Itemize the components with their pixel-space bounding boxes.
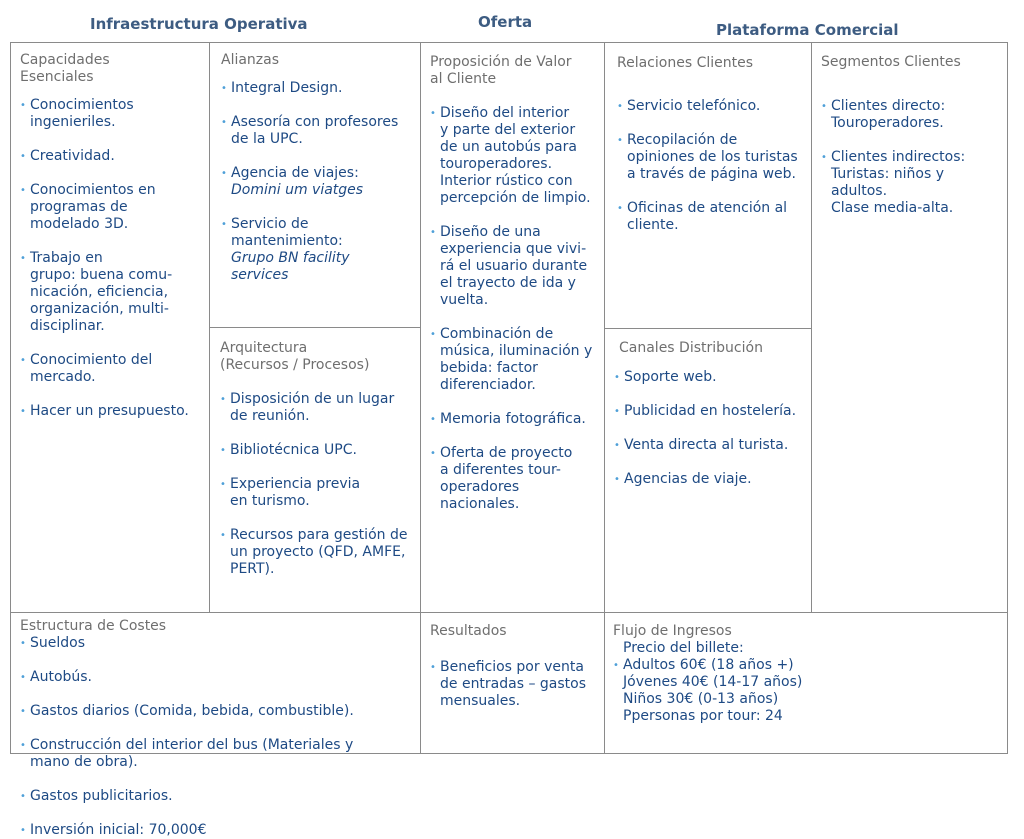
flujo-line: Ppersonas por tour: 24 bbox=[623, 708, 783, 724]
title-line: Flujo de Ingresos bbox=[613, 623, 732, 639]
title-line: Esenciales bbox=[20, 69, 94, 85]
title-line: al Cliente bbox=[430, 71, 497, 87]
divider bbox=[420, 42, 421, 754]
item-line: • Recursos para gestión de bbox=[230, 527, 408, 543]
item-line: • Clientes indirectos: bbox=[831, 149, 966, 165]
item-line: • Diseño de una bbox=[440, 224, 541, 240]
item-line: Interior rústico con bbox=[440, 173, 573, 189]
item-line: Touroperadores. bbox=[831, 115, 944, 131]
list-item bbox=[430, 326, 602, 394]
list-item bbox=[20, 97, 206, 131]
item-line: modelado 3D. bbox=[30, 216, 129, 232]
item-line: • Construcción del interior del bus (Materiales y bbox=[30, 737, 354, 753]
cell-relaciones bbox=[617, 55, 809, 234]
item-line: en turismo. bbox=[230, 493, 310, 509]
list-item bbox=[20, 250, 206, 335]
item-line: • Conocimientos bbox=[30, 97, 134, 113]
item-line: rá el usuario durante bbox=[440, 258, 588, 274]
divider bbox=[604, 42, 605, 754]
list-item bbox=[617, 98, 809, 115]
item-line: el trayecto de ida y bbox=[440, 275, 576, 291]
flujo-intro: Precio del billete: bbox=[623, 640, 744, 656]
item-line: de entradas – gastos bbox=[440, 676, 587, 692]
cell-title bbox=[617, 55, 809, 72]
item-line: • Hacer un presupuesto. bbox=[30, 403, 189, 419]
cell-title bbox=[614, 340, 809, 357]
item-line: • Creatividad. bbox=[30, 148, 115, 164]
title-line: Arquitectura bbox=[220, 340, 308, 356]
item-line: programas de bbox=[30, 199, 128, 215]
list-item bbox=[430, 411, 602, 428]
list-item: • Adultos 60€ (18 años +) bbox=[613, 657, 1006, 674]
item-list bbox=[20, 635, 416, 839]
list-item bbox=[614, 471, 809, 488]
flujo-details bbox=[613, 674, 1006, 725]
item-line: • Conocimiento del bbox=[30, 352, 153, 368]
flujo-line: Niños 30€ (0-13 años) bbox=[623, 691, 779, 707]
item-line: organización, multi- bbox=[30, 301, 169, 317]
list-item bbox=[20, 403, 206, 420]
item-line: • Servicio de bbox=[231, 216, 309, 232]
title-line: Estructura de Costes bbox=[20, 618, 167, 634]
item-line: • Bibliotécnica UPC. bbox=[230, 442, 357, 458]
list-item bbox=[221, 165, 417, 199]
item-list bbox=[221, 80, 417, 284]
item-list bbox=[614, 369, 809, 488]
divider bbox=[10, 612, 1008, 613]
list-item bbox=[614, 403, 809, 420]
item-line: disciplinar. bbox=[30, 318, 105, 334]
list-item bbox=[617, 200, 809, 234]
list-item bbox=[20, 669, 416, 686]
cell-flujo bbox=[613, 623, 1006, 725]
item-line: mantenimiento: bbox=[231, 233, 343, 249]
list-item bbox=[221, 216, 417, 284]
list-item bbox=[614, 369, 809, 386]
list-item bbox=[614, 437, 809, 454]
item-line: experiencia que vivi- bbox=[440, 241, 587, 257]
item-line: • Asesoría con profesores bbox=[231, 114, 399, 130]
item-line: de un autobús para bbox=[440, 139, 577, 155]
item-line: música, iluminación y bbox=[440, 343, 593, 359]
cell-canales bbox=[614, 340, 809, 488]
list-item bbox=[821, 98, 1005, 132]
header-infraestructura: Infraestructura Operativa bbox=[90, 15, 308, 33]
item-line: • Disposición de un lugar bbox=[230, 391, 395, 407]
list-item bbox=[220, 391, 418, 425]
item-line: • Memoria fotográfica. bbox=[440, 411, 586, 427]
list-item bbox=[20, 148, 206, 165]
list-item bbox=[617, 132, 809, 183]
flujo-line: Jóvenes 40€ (14-17 años) bbox=[623, 674, 803, 690]
item-list bbox=[821, 98, 1005, 217]
item-line: mercado. bbox=[30, 369, 96, 385]
item-line: mensuales. bbox=[440, 693, 521, 709]
item-line: • Soporte web. bbox=[624, 369, 717, 385]
item-line: nacionales. bbox=[440, 496, 520, 512]
item-line: de reunión. bbox=[230, 408, 310, 424]
item-list bbox=[220, 391, 418, 578]
item-line: mano de obra). bbox=[30, 754, 138, 770]
cell-alianzas bbox=[221, 52, 417, 284]
item-line: • Beneficios por venta bbox=[440, 659, 584, 675]
cell-arquitectura bbox=[220, 340, 418, 578]
item-line: • Trabajo en bbox=[30, 250, 103, 266]
cell-capacidades bbox=[20, 52, 206, 420]
cell-title bbox=[821, 54, 1005, 71]
list-item bbox=[20, 703, 416, 720]
item-line: Domini um viatges bbox=[231, 182, 364, 198]
cell-costes bbox=[20, 618, 416, 839]
header-oferta: Oferta bbox=[478, 13, 533, 31]
cell-title bbox=[430, 54, 602, 88]
cell-title bbox=[220, 340, 418, 374]
divider bbox=[209, 327, 420, 328]
item-line: a diferentes tour- bbox=[440, 462, 561, 478]
item-list bbox=[430, 105, 602, 513]
item-line: cliente. bbox=[627, 217, 679, 233]
item-line: vuelta. bbox=[440, 292, 489, 308]
item-line: bebida: factor bbox=[440, 360, 538, 376]
item-line: y parte del exterior bbox=[440, 122, 576, 138]
item-line: • Recopilación de bbox=[627, 132, 738, 148]
cell-proposicion bbox=[430, 54, 602, 513]
item-line: • Combinación de bbox=[440, 326, 554, 342]
cell-title bbox=[613, 623, 1006, 640]
divider bbox=[604, 328, 811, 329]
list-item bbox=[430, 445, 602, 513]
item-line: • Autobús. bbox=[30, 669, 93, 685]
item-line: percepción de limpio. bbox=[440, 190, 591, 206]
list-item bbox=[20, 352, 206, 386]
list-item bbox=[20, 182, 206, 233]
item-line: • Diseño del interior bbox=[440, 105, 570, 121]
list-item bbox=[20, 635, 416, 652]
item-line: • Agencia de viajes: bbox=[231, 165, 359, 181]
list-item bbox=[430, 659, 602, 710]
item-line: operadores bbox=[440, 479, 520, 495]
cell-segmentos bbox=[821, 54, 1005, 217]
title-line: Canales Distribución bbox=[619, 340, 763, 356]
item-line: • Inversión inicial: 70,000€ bbox=[30, 822, 207, 838]
title-line: Relaciones Clientes bbox=[617, 55, 754, 71]
list-item bbox=[220, 527, 418, 578]
title-line: Alianzas bbox=[221, 52, 280, 68]
item-line: a través de página web. bbox=[627, 166, 796, 182]
list-item bbox=[430, 105, 602, 207]
item-line: • Oficinas de atención al bbox=[627, 200, 788, 216]
item-line: diferenciador. bbox=[440, 377, 536, 393]
item-line: services bbox=[231, 267, 289, 283]
title-line: (Recursos / Procesos) bbox=[220, 357, 370, 373]
title-line: Segmentos Clientes bbox=[821, 54, 961, 70]
list-item bbox=[430, 224, 602, 309]
cell-title bbox=[221, 52, 417, 69]
list-item bbox=[821, 149, 1005, 217]
divider bbox=[811, 42, 812, 612]
header-plataforma: Plataforma Comercial bbox=[716, 21, 899, 39]
title-line: Proposición de Valor bbox=[430, 54, 572, 70]
item-line: • Agencias de viaje. bbox=[624, 471, 752, 487]
item-line: • Integral Design. bbox=[231, 80, 343, 96]
item-line: • Gastos publicitarios. bbox=[30, 788, 173, 804]
cell-title bbox=[20, 618, 416, 635]
item-line: • Gastos diarios (Comida, bebida, combustible). bbox=[30, 703, 354, 719]
cell-title bbox=[20, 52, 206, 86]
list-item bbox=[220, 442, 418, 459]
cell-resultados bbox=[430, 623, 602, 710]
item-line: • Clientes directo: bbox=[831, 98, 946, 114]
item-line: • Venta directa al turista. bbox=[624, 437, 789, 453]
item-line: • Experiencia previa bbox=[230, 476, 361, 492]
list-item bbox=[20, 822, 416, 839]
item-line: nicación, eficiencia, bbox=[30, 284, 169, 300]
list-item bbox=[221, 80, 417, 97]
title-line: Capacidades bbox=[20, 52, 110, 68]
item-line: Clase media-alta. bbox=[831, 200, 954, 216]
item-list bbox=[617, 98, 809, 234]
cell-title bbox=[430, 623, 602, 640]
item-line: de la UPC. bbox=[231, 131, 303, 147]
item-line: PERT). bbox=[230, 561, 275, 577]
item-list bbox=[430, 659, 602, 710]
item-line: grupo: buena comu- bbox=[30, 267, 173, 283]
item-line: • Sueldos bbox=[30, 635, 86, 651]
list-item bbox=[20, 788, 416, 805]
item-line: ingenieriles. bbox=[30, 114, 116, 130]
item-line: Grupo BN facility bbox=[231, 250, 350, 266]
item-line: opiniones de los turistas bbox=[627, 149, 798, 165]
item-line: adultos. bbox=[831, 183, 888, 199]
list-item bbox=[220, 476, 418, 510]
list-item bbox=[20, 737, 416, 771]
item-line: Turistas: niños y bbox=[831, 166, 944, 182]
item-line: touroperadores. bbox=[440, 156, 553, 172]
item-line: • Conocimientos en bbox=[30, 182, 156, 198]
list-item bbox=[221, 114, 417, 148]
item-line: • Servicio telefónico. bbox=[627, 98, 761, 114]
item-list bbox=[20, 97, 206, 420]
title-line: Resultados bbox=[430, 623, 507, 639]
item-list bbox=[613, 657, 1006, 674]
item-line: un proyecto (QFD, AMFE, bbox=[230, 544, 406, 560]
item-line: • Oferta de proyecto bbox=[440, 445, 573, 461]
item-line: • Publicidad en hostelería. bbox=[624, 403, 797, 419]
